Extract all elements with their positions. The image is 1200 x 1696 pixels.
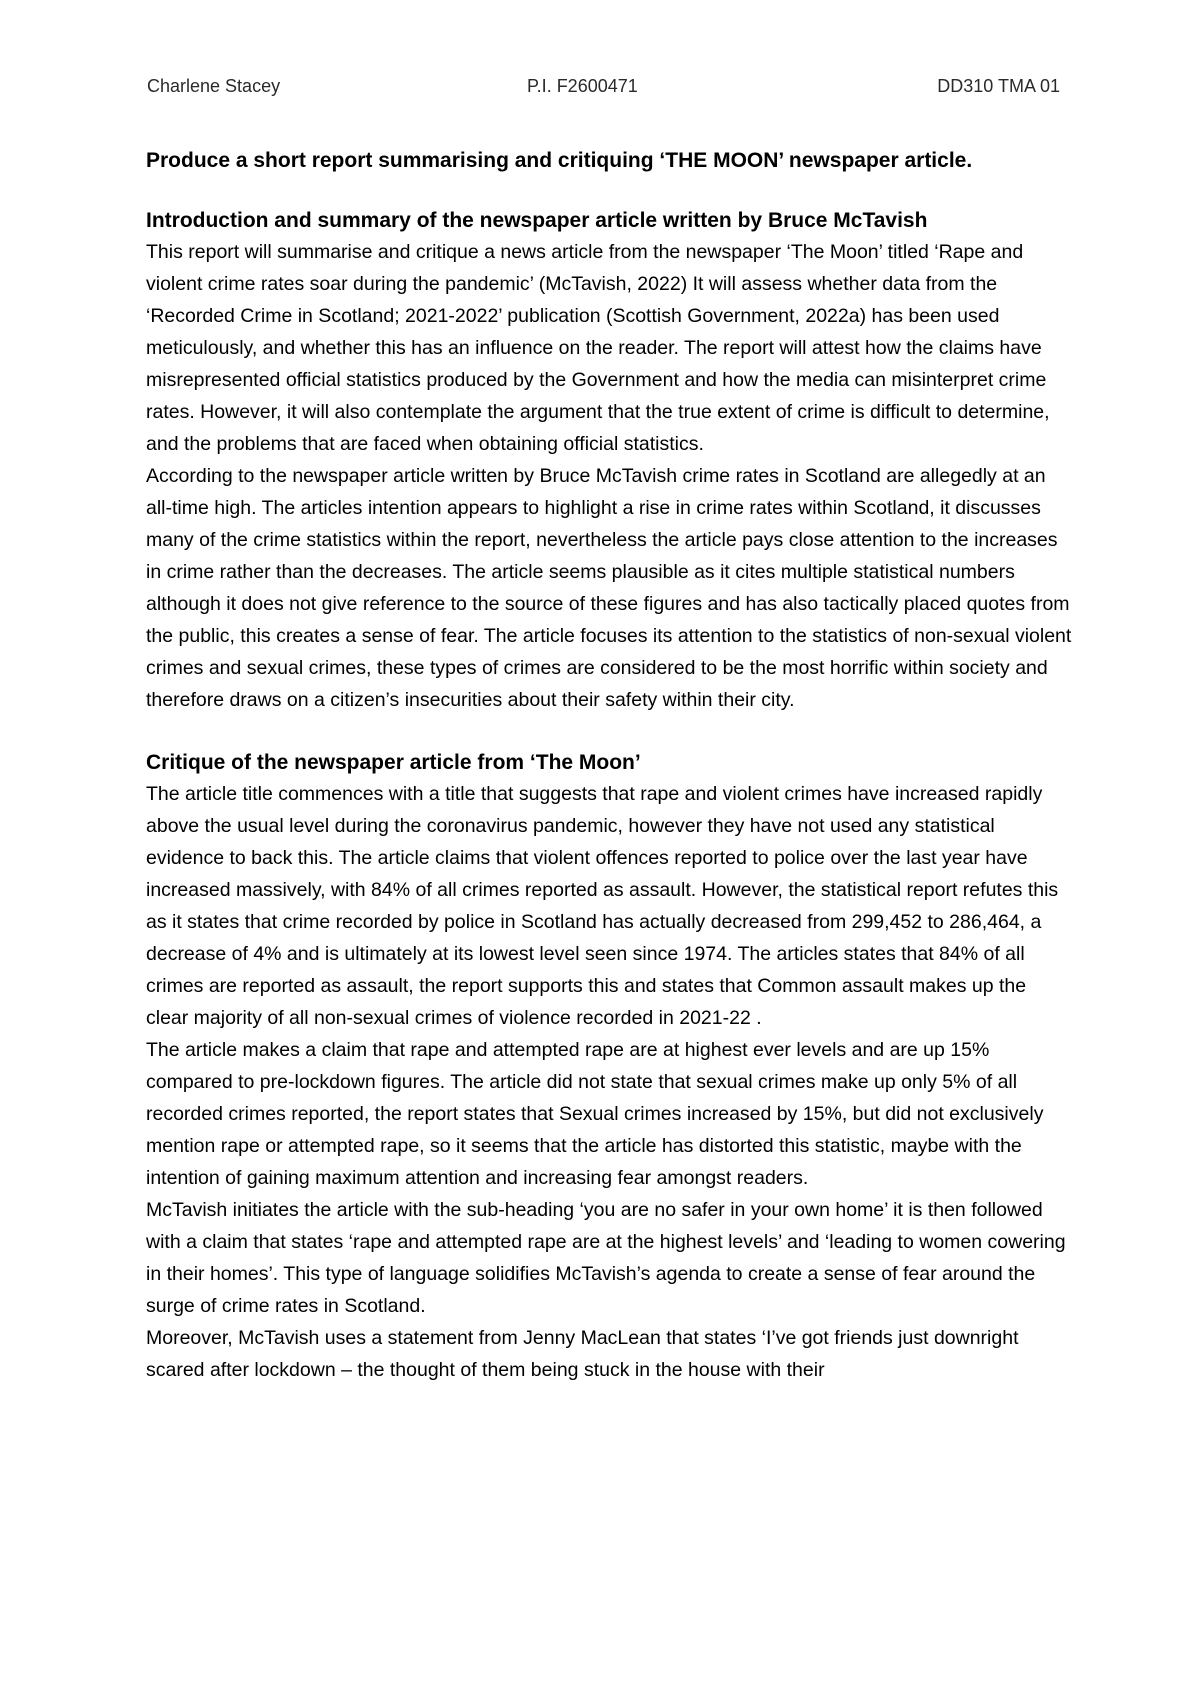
- header-pi-number: P.I. F2600471: [527, 76, 638, 96]
- section-heading: Critique of the newspaper article from ‘The Moon’: [146, 751, 641, 774]
- section-spacer: [146, 716, 1072, 748]
- section-heading: Introduction and summary of the newspaper article written by Bruce McTavish: [146, 209, 928, 232]
- section-introduction: [146, 206, 1072, 716]
- section-critique: [146, 748, 1072, 1386]
- header-course-code: DD310 TMA 01: [937, 76, 1060, 96]
- document-title: Produce a short report summarising and critiquing ‘THE MOON’ newspaper article.: [146, 149, 973, 172]
- paragraph: This report will summarise and critique a news article from the newspaper ‘The Moon’ titled ‘Rape and violent crime rates soar during the pandemic’ (McTavish, 2022) It will assess whether data from the ‘Recorded Crime in Scotland; 2021-2022’ publication (Scottish Government, 2022a) has been used meticulously, and whether this has an influence on the reader. The report will attest how the claims have misrepresented official statistics produced by the Government and how the media can misinterpret crime rates. However, it will also contemplate the argument that the true extent of crime is difficult to determine, and the problems that are faced when obtaining official statistics.: [146, 241, 1050, 455]
- page-header: [147, 76, 1060, 100]
- paragraph: McTavish initiates the article with the sub-heading ‘you are no safer in your own home’ it is then followed with a claim that states ‘rape and attempted rape are at the highest levels’ and ‘leading to women cowering in their homes’. This type of language solidifies McTavish’s agenda to create a sense of fear around the surge of crime rates in Scotland.: [146, 1199, 1066, 1317]
- paragraph: Moreover, McTavish uses a statement from Jenny MacLean that states ‘I’ve got friends just downright scared after lockdown – the thought of them being stuck in the house with their: [146, 1327, 1019, 1381]
- document-body: [146, 146, 1072, 1386]
- paragraph: The article title commences with a title that suggests that rape and violent crimes have increased rapidly above the usual level during the coronavirus pandemic, however they have not used any statistical evidence to back this. The article claims that violent offences reported to police over the last year have increased massively, with 84% of all crimes reported as assault. However, the statistical report refutes this as it states that crime recorded by police in Scotland has actually decreased from 299,452 to 286,464, a decrease of 4% and is ultimately at its lowest level seen since 1974. The articles states that 84% of all crimes are reported as assault, the report supports this and states that Common assault makes up the clear majority of all non-sexual crimes of violence recorded in 2021-22 .: [146, 783, 1059, 1029]
- paragraph: According to the newspaper article written by Bruce McTavish crime rates in Scotland are allegedly at an all-time high. The articles intention appears to highlight a rise in crime rates within Scotland, it discusses many of the crime statistics within the report, nevertheless the article pays close attention to the increases in crime rather than the decreases. The article seems plausible as it cites multiple statistical numbers although it does not give reference to the source of these figures and has also tactically placed quotes from the public, this creates a sense of fear. The article focuses its attention to the statistics of non-sexual violent crimes and sexual crimes, these types of crimes are considered to be the most horrific within society and therefore draws on a citizen’s insecurities about their safety within their city.: [146, 465, 1072, 711]
- header-author: Charlene Stacey: [147, 76, 281, 96]
- paragraph: The article makes a claim that rape and attempted rape are at highest ever levels and are up 15% compared to pre-lockdown figures. The article did not state that sexual crimes make up only 5% of all recorded crimes reported, the report states that Sexual crimes increased by 15%, but did not exclusively mention rape or attempted rape, so it seems that the article has distorted this statistic, maybe with the intention of gaining maximum attention and increasing fear amongst readers.: [146, 1039, 1044, 1189]
